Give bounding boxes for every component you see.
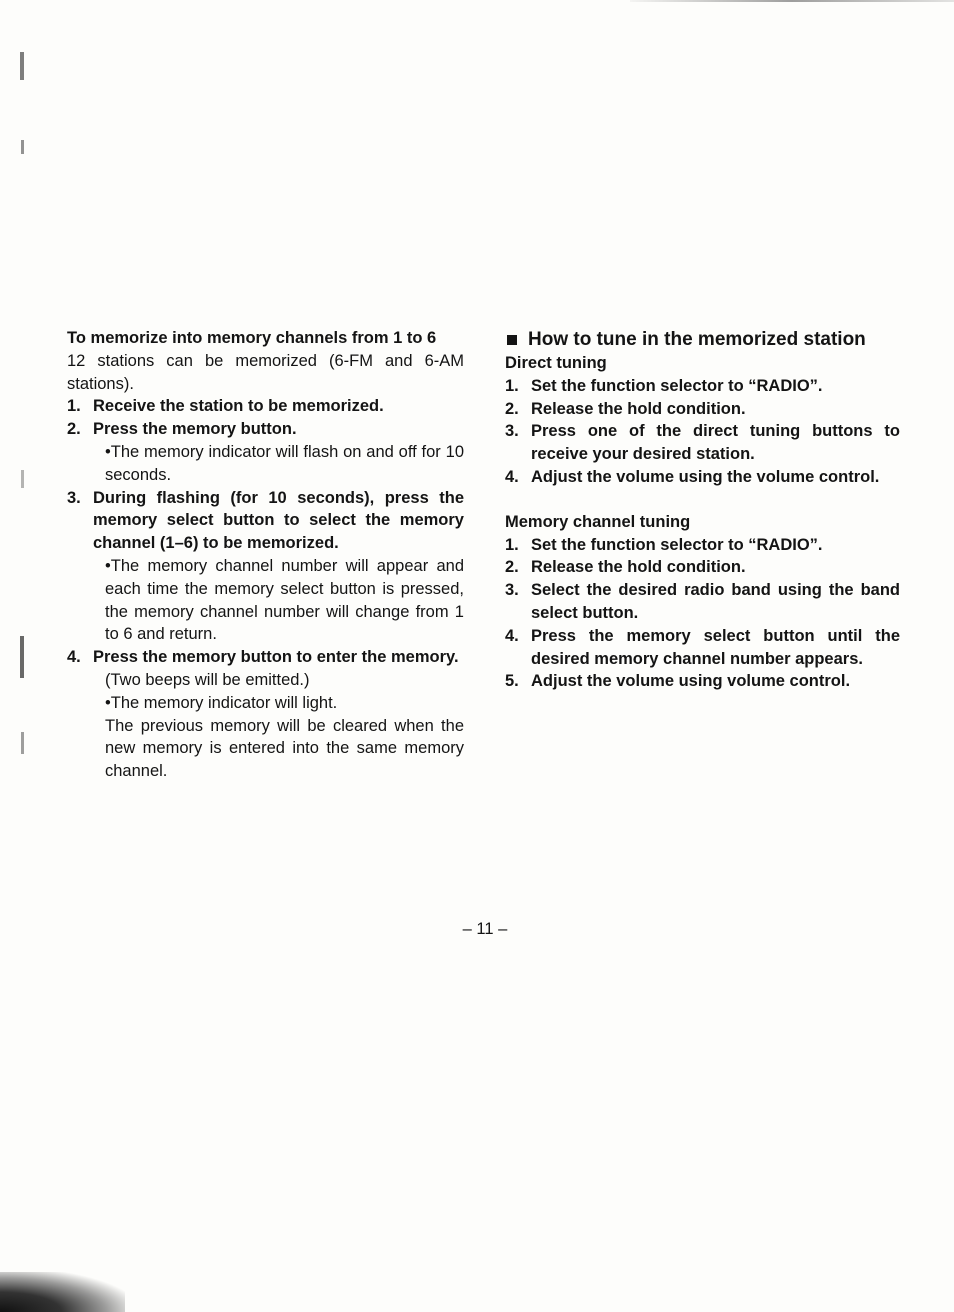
scan-edge-line — [630, 0, 954, 2]
memory-step: 4. Press the memory select button until the desired memory channel number appears. — [505, 626, 900, 668]
left-column — [67, 327, 464, 783]
scan-mark — [21, 732, 24, 754]
direct-tuning-heading: Direct tuning — [505, 354, 607, 372]
memorize-heading: To memorize into memory channels from 1 to 6 — [67, 329, 437, 347]
right-column — [505, 328, 900, 693]
direct-step: 4. Adjust the volume using the volume control. — [505, 467, 880, 486]
memory-step: 3. Select the desired radio band using the band select button. — [505, 581, 900, 622]
memorize-step: 2. Press the memory button. — [67, 420, 297, 439]
step-detail: •The memory indicator will light. — [105, 693, 338, 712]
square-bullet-icon — [507, 335, 517, 345]
direct-step: 1. Set the function selector to “RADIO”. — [505, 376, 823, 395]
section-title: How to tune in the memorized station — [505, 328, 900, 352]
memory-step: 5. Adjust the volume using volume control. — [505, 672, 851, 691]
page-number: – 11 – — [462, 920, 508, 938]
step-detail: (Two beeps will be emitted.) — [105, 670, 310, 689]
memory-tuning-heading: Memory channel tuning — [505, 512, 691, 531]
step-detail: The previous memory will be cleared when the new memory is entered into the same memory channel. — [105, 716, 464, 781]
memorize-intro: 12 stations can be memorized (6-FM and 6-AM stations). — [67, 351, 464, 393]
memorize-step: 4. Press the memory button to enter the memory. — [67, 648, 459, 667]
memorize-step: 1. Receive the station to be memorized. — [67, 397, 384, 416]
scan-corner-shadow — [0, 1272, 125, 1312]
step-detail: •The memory channel number will appear and each time the memory select button is pressed, the memory channel number will change from 1 to 6 and return. — [105, 556, 464, 644]
scan-mark — [20, 52, 24, 80]
memory-step: 1. Set the function selector to “RADIO”. — [505, 535, 823, 554]
memory-step: 2. Release the hold condition. — [505, 558, 746, 577]
scan-mark — [21, 140, 24, 154]
scan-mark — [21, 470, 24, 488]
scan-mark — [20, 636, 24, 678]
memorize-step: 3. During flashing (for 10 seconds), press the memory select button to select the memory channel (1–6) to be memorized. — [67, 488, 464, 553]
direct-step: 2. Release the hold condition. — [505, 399, 746, 418]
direct-step: 3. Press one of the direct tuning buttons to receive your desired station. — [505, 422, 900, 464]
step-detail: •The memory indicator will flash on and off for 10 seconds. — [105, 442, 464, 484]
spacer — [505, 489, 900, 511]
